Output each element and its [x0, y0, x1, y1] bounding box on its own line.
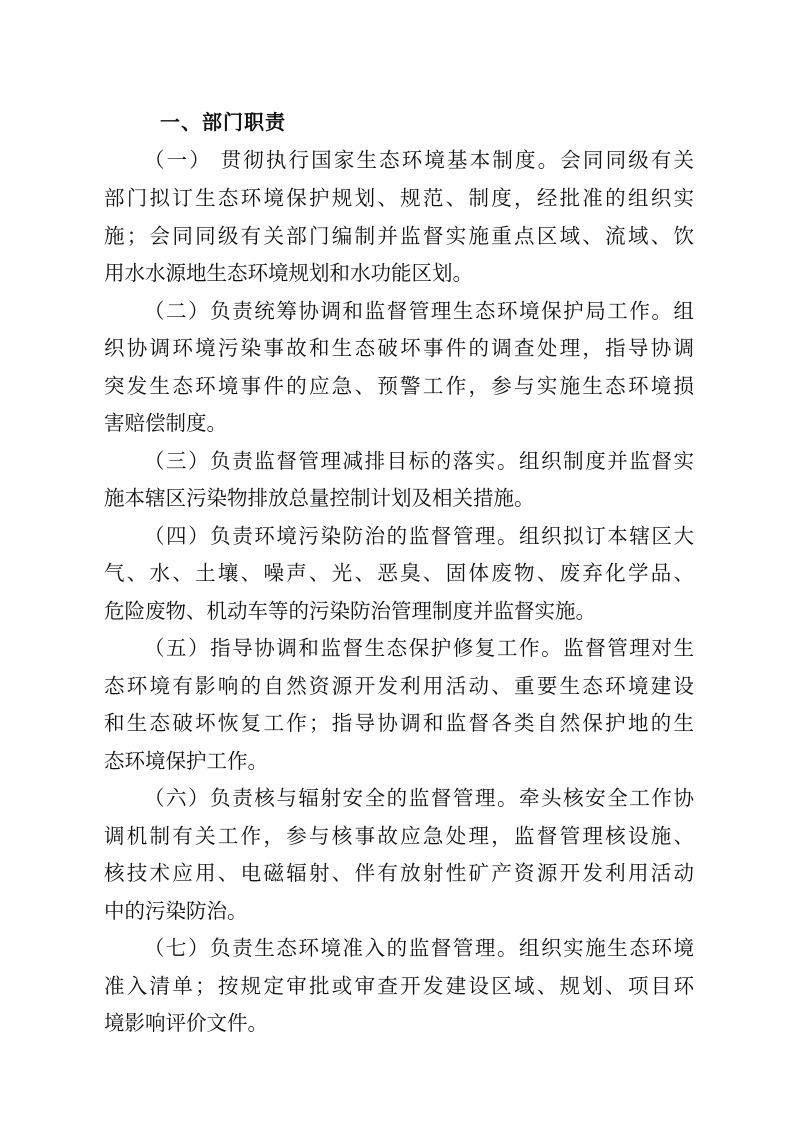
paragraph-2-line-3: 突发生态环境事件的应急、预警工作，参与实施生态环境损	[104, 374, 694, 398]
paragraph-2-line-1: （二）负责统筹协调和监督管理生态环境保护局工作。组	[144, 299, 694, 323]
paragraph-5-line-3: 和生态破坏恢复工作；指导协调和监督各类自然保护地的生	[104, 711, 694, 735]
paragraph-3-line-2: 施本辖区污染物排放总量控制计划及相关措施。	[104, 486, 535, 510]
paragraph-6-line-3: 核技术应用、电磁辐射、伴有放射性矿产资源开发利用活动	[104, 861, 694, 885]
paragraph-7-line-1: （七）负责生态环境准入的监督管理。组织实施生态环境	[144, 936, 694, 960]
paragraph-6-line-4: 中的污染防治。	[104, 899, 248, 923]
paragraph-6-line-1: （六）负责核与辐射安全的监督管理。牵头核安全工作协	[144, 786, 694, 810]
paragraph-4-line-1: （四）负责环境污染防治的监督管理。组织拟订本辖区大	[144, 524, 694, 548]
paragraph-2-line-4: 害赔偿制度。	[104, 411, 227, 435]
paragraph-1-line-2: 部门拟订生态环境保护规划、规范、制度，经批准的组织实	[104, 186, 694, 210]
paragraph-4-line-2: 气、水、土壤、噪声、光、恶臭、固体废物、废弃化学品、	[104, 561, 694, 585]
paragraph-1-line-4: 用水水源地生态环境规划和水功能区划。	[104, 261, 473, 285]
section-heading: 一、部门职责	[160, 110, 286, 134]
paragraph-1-line-3: 施；会同同级有关部门编制并监督实施重点区域、流域、饮	[104, 224, 694, 248]
paragraph-5-line-2: 态环境有影响的自然资源开发利用活动、重要生态环境建设	[104, 674, 694, 698]
paragraph-7-line-2: 准入清单；按规定审批或审查开发建设区域、规划、项目环	[104, 974, 694, 998]
paragraph-3-line-1: （三）负责监督管理减排目标的落实。组织制度并监督实	[144, 449, 694, 473]
paragraph-1-line-1: （一） 贯彻执行国家生态环境基本制度。会同同级有关	[144, 148, 694, 172]
paragraph-6-line-2: 调机制有关工作，参与核事故应急处理，监督管理核设施、	[104, 824, 694, 848]
paragraph-7-line-3: 境影响评价文件。	[104, 1011, 268, 1035]
paragraph-2-line-2: 织协调环境污染事故和生态破坏事件的调查处理，指导协调	[104, 336, 694, 360]
paragraph-5-line-4: 态环境保护工作。	[104, 749, 268, 773]
paragraph-5-line-1: （五）指导协调和监督生态保护修复工作。监督管理对生	[144, 636, 694, 660]
paragraph-4-line-3: 危险废物、机动车等的污染防治管理制度并监督实施。	[104, 599, 596, 623]
